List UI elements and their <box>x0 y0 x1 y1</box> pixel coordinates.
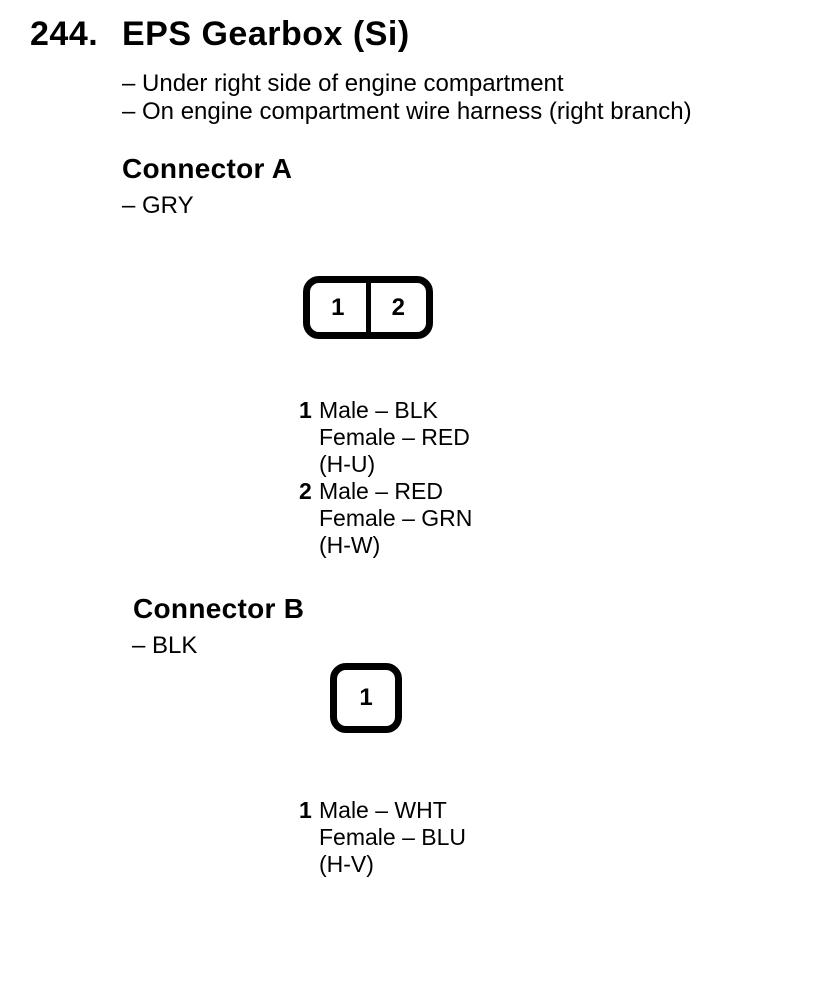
pin-wire-line: Male – RED <box>319 478 443 504</box>
connector-b-pin-list <box>299 797 466 878</box>
cavity-number: 1 <box>359 684 373 711</box>
pin-wire-line: Male – WHT <box>319 797 447 823</box>
connector-b-heading: Connector B <box>133 593 305 624</box>
pin-number: 2 <box>299 478 312 504</box>
connector-a-cavity-diagram <box>303 276 433 339</box>
connector-a-cavity-1 <box>310 283 366 332</box>
connector-b-color-label: – BLK <box>132 632 198 659</box>
location-notes <box>122 70 692 126</box>
pin-wire-line: (H-U) <box>319 451 376 477</box>
connector-a-cavity-2 <box>371 283 427 332</box>
pin-number: 1 <box>299 797 312 823</box>
section-title-row <box>30 15 410 54</box>
pin-wire-line: (H-W) <box>319 532 381 558</box>
location-line-1: – Under right side of engine compartment <box>122 70 564 97</box>
connector-a-pin-list <box>299 397 472 559</box>
pin-entry <box>299 797 466 878</box>
pin-wire-line: Female – BLU <box>319 824 467 850</box>
connector-a-heading: Connector A <box>122 153 293 184</box>
pin-wire-info <box>319 478 472 559</box>
pin-entry <box>299 478 472 559</box>
pin-wire-line: Female – GRN <box>319 505 473 531</box>
pin-entry <box>299 397 472 478</box>
pin-number: 1 <box>299 397 312 423</box>
pin-wire-info <box>319 397 470 478</box>
pin-wire-line: Female – RED <box>319 424 470 450</box>
page-title: EPS Gearbox (Si) <box>122 15 410 53</box>
connector-b-cavity-diagram <box>330 663 402 733</box>
location-line-2: – On engine compartment wire harness (right branch) <box>122 98 692 125</box>
cavity-number: 2 <box>391 293 405 321</box>
connector-b-cavity-1 <box>337 670 395 726</box>
section-number: 244. <box>30 15 99 53</box>
connector-a-color-label: – GRY <box>122 192 194 219</box>
cavity-number: 1 <box>331 293 345 321</box>
pin-wire-line: Male – BLK <box>319 397 438 423</box>
pin-wire-info <box>319 797 466 878</box>
pin-wire-line: (H-V) <box>319 851 374 877</box>
